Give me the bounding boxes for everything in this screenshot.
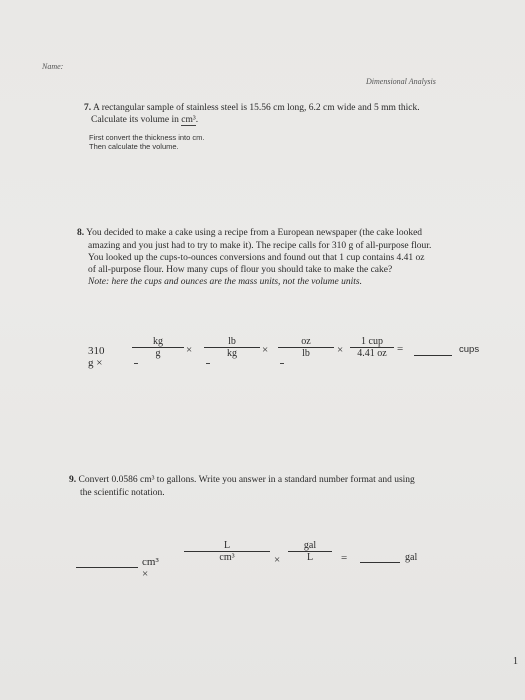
section-title: Dimensional Analysis <box>366 77 436 86</box>
eq8-result-unit: cups <box>459 344 480 355</box>
eq9-start-unit: cm³ × <box>142 556 159 580</box>
eq8-f2-denominator: kg <box>227 348 237 359</box>
question-8-line2: amazing and you just had to try to make it). The recipe calls for 310 g of all-purpose flour. <box>88 241 432 251</box>
eq9-fraction-1 <box>184 540 270 563</box>
eq8-fraction-1 <box>132 336 184 359</box>
question-9 <box>69 474 499 486</box>
question-8 <box>77 227 497 239</box>
eq8-f1-denominator: g <box>155 348 161 359</box>
question-7-unit: cm³ <box>181 115 196 125</box>
eq9-times: × <box>274 554 281 566</box>
name-label: Name: <box>42 62 64 71</box>
eq8-times-2: × <box>262 344 269 356</box>
eq8-f2-numerator: lb <box>204 336 260 348</box>
question-8-line4: of all-purpose flour. How many cups of flour you should take to make the cake? <box>88 265 393 275</box>
question-8-line3: You looked up the cups-to-ounces conversions and found out that 1 cup contains 4.41 oz <box>88 253 425 263</box>
question-9-line1: Convert 0.0586 cm³ to gallons. Write you answer in a standard number format and using <box>78 475 415 485</box>
eq9-equals: = <box>341 552 348 564</box>
eq9-start-blank[interactable] <box>76 567 138 568</box>
eq8-times-3: × <box>337 344 344 356</box>
question-7 <box>84 102 484 114</box>
eq9-answer-blank[interactable] <box>360 562 400 563</box>
eq9-f2-denominator: L <box>306 552 314 563</box>
eq8-fraction-3 <box>278 336 334 359</box>
eq9-f1-denominator: cm³ <box>219 552 235 563</box>
eq9-f1-numerator: L <box>184 540 270 552</box>
eq9-fraction-2 <box>288 540 332 563</box>
question-7-hint-2: Then calculate the volume. <box>89 142 179 151</box>
eq8-times-1: × <box>186 344 193 356</box>
question-7-period: . <box>195 115 199 125</box>
eq8-answer-blank[interactable] <box>414 355 452 356</box>
question-7-line2-text: Calculate its volume in <box>91 115 182 125</box>
eq9-result-unit: gal <box>405 552 418 563</box>
question-9-line2: the scientific notation. <box>80 488 165 498</box>
question-7-line1: A rectangular sample of stainless steel is 15.56 cm long, 6.2 cm wide and 5 mm thick. <box>92 103 420 113</box>
eq9-f2-numerator: gal <box>288 540 332 552</box>
question-7-number: 7. <box>84 103 92 113</box>
eq8-f3-denominator: lb <box>302 348 310 359</box>
question-7-line2 <box>91 114 198 126</box>
eq8-fraction-4 <box>350 336 394 359</box>
eq8-f4-denominator: 4.41 oz <box>357 348 387 359</box>
eq8-f4-numerator: 1 cup <box>350 336 394 348</box>
question-7-hint-1: First convert the thickness into cm. <box>89 133 205 142</box>
eq8-equals: = <box>397 343 404 355</box>
eq8-fraction-2 <box>204 336 260 359</box>
question-9-number: 9. <box>69 475 77 485</box>
question-8-number: 8. <box>77 228 85 238</box>
question-8-note: Note: here the cups and ounces are the mass units, not the volume units. <box>88 277 362 287</box>
eq8-start: 310 g × <box>88 345 105 369</box>
page-number: 1 <box>513 656 518 667</box>
eq8-f1-numerator: kg <box>132 336 184 348</box>
eq8-blank-mark <box>134 363 138 364</box>
eq8-blank-mark <box>280 363 284 364</box>
eq8-blank-mark <box>206 363 210 364</box>
question-8-line1: You decided to make a cake using a recipe from a European newspaper (the cake looked <box>86 228 423 238</box>
eq8-f3-numerator: oz <box>278 336 334 348</box>
